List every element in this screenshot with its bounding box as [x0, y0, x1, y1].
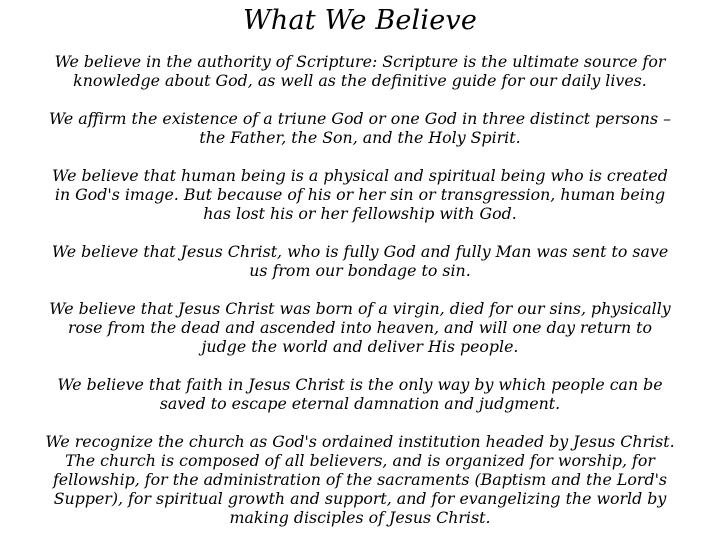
paragraph-line: making disciples of Jesus Christ. [229, 508, 491, 527]
belief-paragraph-humanity [22, 166, 698, 223]
paragraph-line: judge the world and deliver His people. [201, 337, 519, 356]
belief-paragraph-trinity [22, 109, 698, 147]
page-title: What We Believe [242, 5, 478, 36]
paragraph-line: the Father, the Son, and the Holy Spirit. [199, 128, 521, 147]
belief-paragraph-salvation [22, 242, 698, 280]
paragraph-line: has lost his or her fellowship with God. [203, 204, 517, 223]
paragraph-line: The church is composed of all believers, and is organized for worship, for [65, 451, 655, 470]
paragraph-line: We believe in the authority of Scripture: Scripture is the ultimate source for [54, 52, 666, 71]
paragraph-line: We believe that human being is a physical and spiritual being who is created [52, 166, 668, 185]
belief-paragraph-resurrection [22, 299, 698, 356]
paragraph-line: We believe that Jesus Christ was born of a virgin, died for our sins, physically [49, 299, 671, 318]
belief-paragraph-scripture [22, 52, 698, 90]
paragraph-line: fellowship, for the administration of the sacraments (Baptism and the Lord's [52, 470, 668, 489]
paragraph-line: We recognize the church as God's ordained institution headed by Jesus Christ. [45, 432, 675, 451]
paragraph-line: We believe that faith in Jesus Christ is the only way by which people can be [57, 375, 663, 394]
paragraph-line: We affirm the existence of a triune God or one God in three distinct persons – [48, 109, 671, 128]
paragraph-line: We believe that Jesus Christ, who is fully God and fully Man was sent to save [51, 242, 669, 261]
belief-paragraph-faith [22, 375, 698, 413]
belief-paragraph-church [22, 432, 698, 527]
paragraph-line: knowledge about God, as well as the definitive guide for our daily lives. [73, 71, 647, 90]
paragraph-line: saved to escape eternal damnation and judgment. [159, 394, 561, 413]
paragraph-line: rose from the dead and ascended into heaven, and will one day return to [67, 318, 653, 337]
paragraph-line: Supper), for spiritual growth and support, and for evangelizing the world by [53, 489, 667, 508]
paragraph-line: us from our bondage to sin. [249, 261, 471, 280]
paragraph-line: in God's image. But because of his or her sin or transgression, human being [54, 185, 666, 204]
